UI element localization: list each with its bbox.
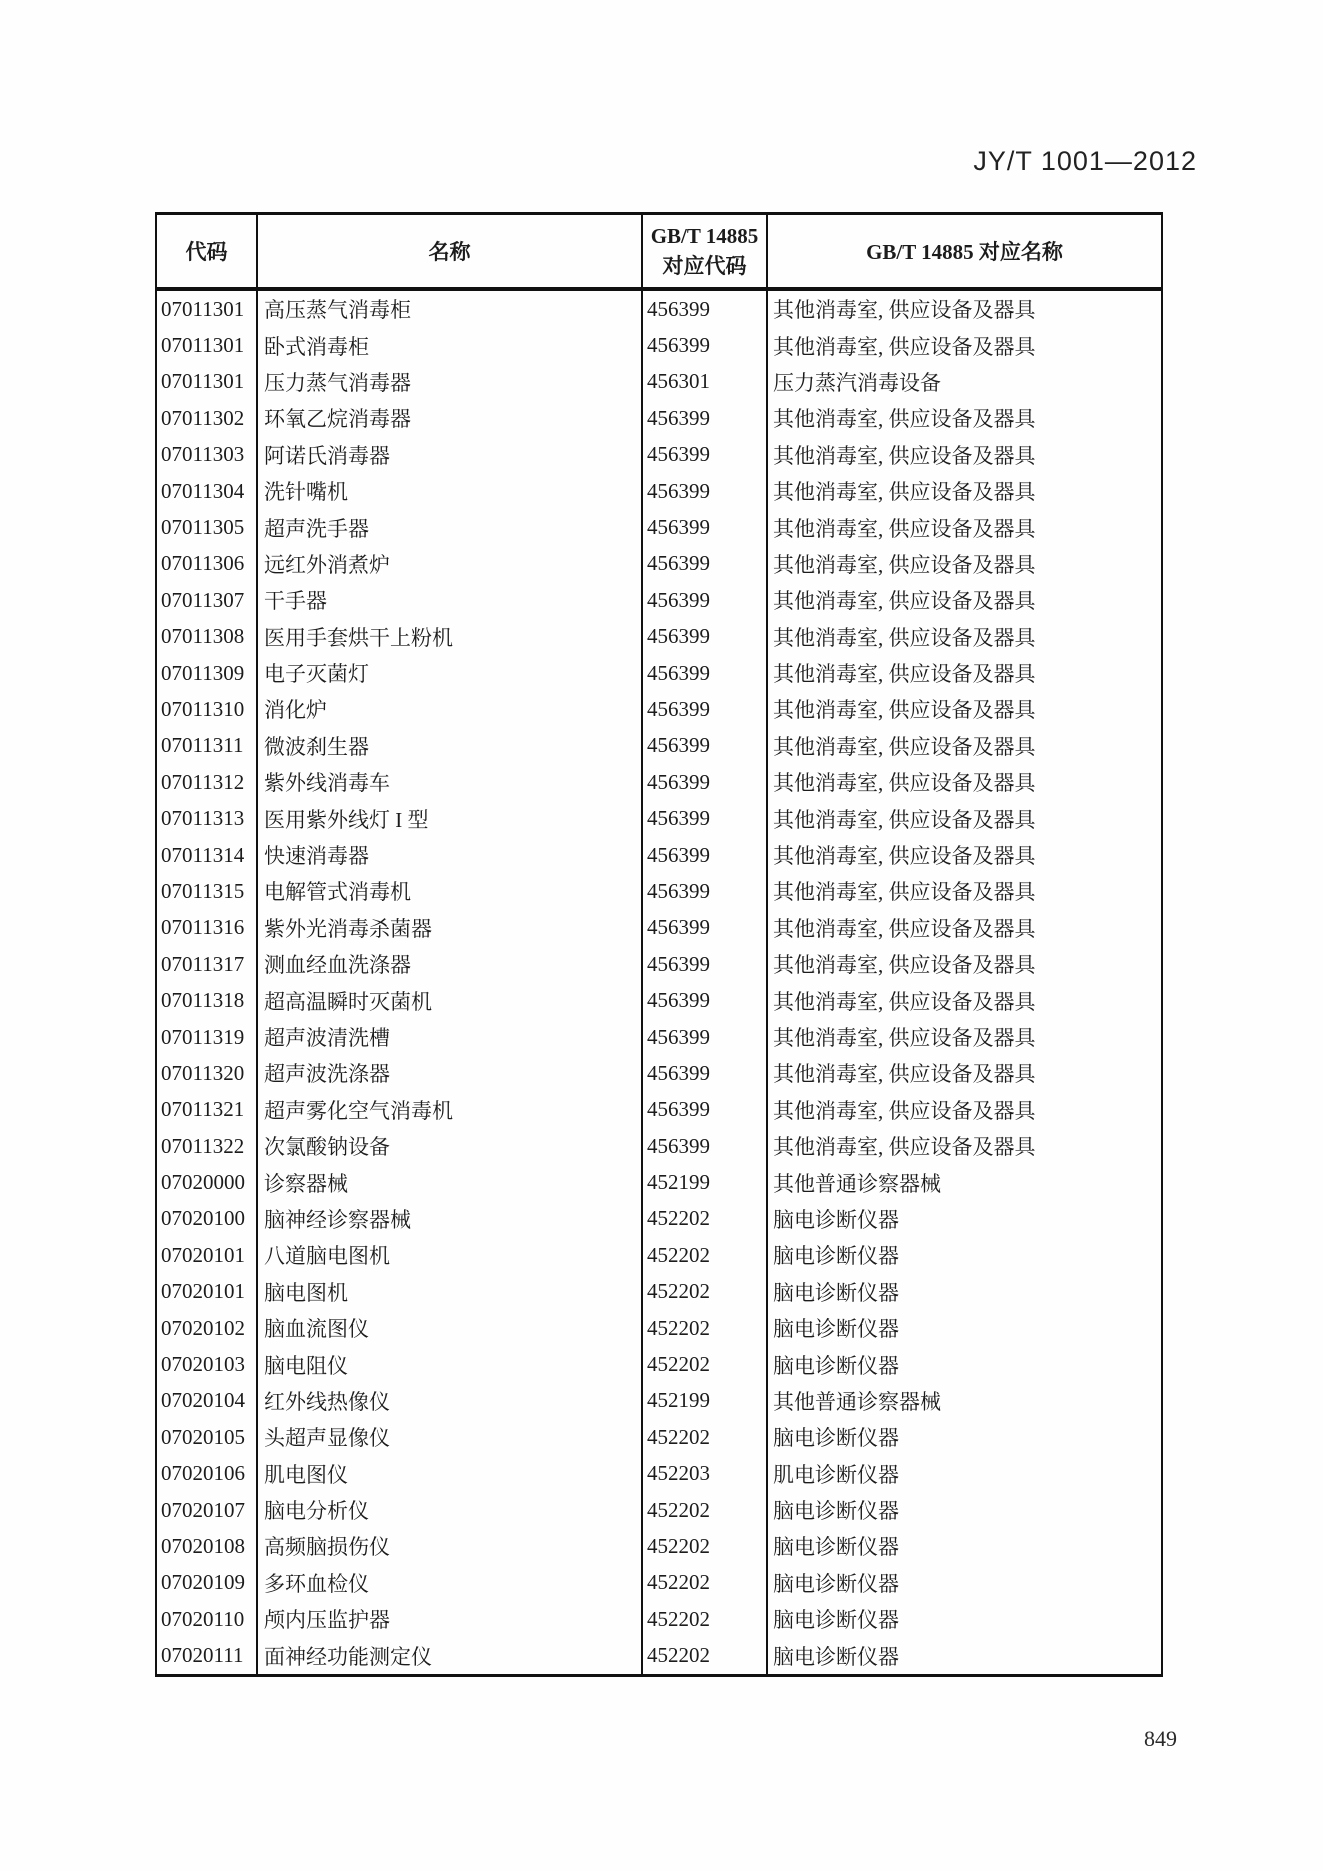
cell-name: 肌电图仪	[258, 1456, 643, 1492]
cell-gbt-code: 452202	[643, 1310, 768, 1346]
cell-code: 07020100	[157, 1201, 258, 1237]
cell-code: 07011301	[157, 291, 258, 327]
cell-code: 07020104	[157, 1383, 258, 1419]
table-row	[157, 1492, 1161, 1528]
cell-name: 超声雾化空气消毒机	[258, 1092, 643, 1128]
cell-gbt-code: 456399	[643, 509, 768, 545]
cell-name: 卧式消毒柜	[258, 327, 643, 363]
table-row	[157, 619, 1161, 655]
cell-name: 超声洗手器	[258, 509, 643, 545]
cell-code: 07020105	[157, 1419, 258, 1455]
cell-gbt-name: 脑电诊断仪器	[773, 1317, 899, 1342]
table-row	[157, 437, 1161, 473]
cell-gbt-name: 脑电诊断仪器	[773, 1644, 899, 1669]
cell-gbt-code: 452202	[643, 1419, 768, 1455]
cell-gbt-code: 452202	[643, 1565, 768, 1601]
cell-gbt-name: 其他消毒室, 供应设备及器具	[773, 552, 1036, 577]
cell-gbt-name: 脑电诊断仪器	[773, 1426, 899, 1451]
column-header-gbt-code-line2: 对应代码	[662, 254, 747, 278]
cell-gbt-name: 其他消毒室, 供应设备及器具	[773, 334, 1036, 359]
cell-gbt-name: 其他消毒室, 供应设备及器具	[773, 807, 1036, 832]
cell-gbt-name: 其他消毒室, 供应设备及器具	[773, 589, 1036, 614]
cell-code: 07011306	[157, 546, 258, 582]
cell-code: 07020107	[157, 1492, 258, 1528]
cell-code: 07020101	[157, 1237, 258, 1273]
cell-gbt-name: 脑电诊断仪器	[773, 1280, 899, 1305]
page-number: 849	[1144, 1726, 1177, 1751]
cell-gbt-code: 452202	[643, 1346, 768, 1382]
cell-gbt-name: 脑电诊断仪器	[773, 1207, 899, 1232]
cell-code: 07011308	[157, 619, 258, 655]
table-row	[157, 1419, 1161, 1455]
cell-name: 电子灭菌灯	[258, 655, 643, 691]
cell-code: 07020108	[157, 1528, 258, 1564]
cell-code: 07011301	[157, 364, 258, 400]
cell-gbt-code: 456399	[643, 291, 768, 327]
cell-code: 07011321	[157, 1092, 258, 1128]
cell-gbt-name: 其他消毒室, 供应设备及器具	[773, 625, 1036, 650]
column-header-gbt-code	[643, 215, 768, 287]
cell-code: 07011319	[157, 1019, 258, 1055]
cell-name: 远红外消煮炉	[258, 546, 643, 582]
code-mapping-table	[155, 212, 1163, 1677]
cell-name: 医用手套烘干上粉机	[258, 619, 643, 655]
cell-code: 07020000	[157, 1164, 258, 1200]
cell-name: 脑电图机	[258, 1274, 643, 1310]
cell-gbt-name: 脑电诊断仪器	[773, 1608, 899, 1633]
column-header-gbt-code-line1: GB/T 14885	[650, 224, 759, 248]
cell-gbt-name: 其他普通诊察器械	[773, 1389, 941, 1414]
table-row	[157, 1201, 1161, 1237]
cell-name: 面神经功能测定仪	[258, 1637, 643, 1673]
cell-gbt-name: 其他消毒室, 供应设备及器具	[773, 771, 1036, 796]
cell-gbt-name: 其他消毒室, 供应设备及器具	[773, 298, 1036, 323]
column-header-name: 名称	[258, 215, 643, 287]
cell-name: 电解管式消毒机	[258, 873, 643, 909]
cell-gbt-name: 其他消毒室, 供应设备及器具	[773, 953, 1036, 978]
table-row	[157, 691, 1161, 727]
table-row	[157, 509, 1161, 545]
table-row	[157, 1456, 1161, 1492]
cell-code: 07020106	[157, 1456, 258, 1492]
cell-name: 超声波清洗槽	[258, 1019, 643, 1055]
cell-name: 紫外线消毒车	[258, 764, 643, 800]
cell-name: 高压蒸气消毒柜	[258, 291, 643, 327]
table-body	[157, 291, 1161, 1674]
cell-gbt-code: 456399	[643, 837, 768, 873]
cell-name: 超高温瞬时灭菌机	[258, 982, 643, 1018]
cell-gbt-name: 脑电诊断仪器	[773, 1244, 899, 1269]
cell-name: 医用紫外线灯 I 型	[258, 800, 643, 836]
cell-gbt-name: 其他消毒室, 供应设备及器具	[773, 443, 1036, 468]
cell-code: 07011311	[157, 728, 258, 764]
cell-gbt-name: 其他消毒室, 供应设备及器具	[773, 1026, 1036, 1050]
table-row	[157, 1346, 1161, 1382]
cell-gbt-code: 456399	[643, 1055, 768, 1091]
cell-gbt-code: 456399	[643, 873, 768, 909]
cell-name: 紫外光消毒杀菌器	[258, 910, 643, 946]
cell-code: 07011312	[157, 764, 258, 800]
cell-code: 07011322	[157, 1128, 258, 1164]
cell-name: 脑神经诊察器械	[258, 1201, 643, 1237]
cell-gbt-code: 456399	[643, 619, 768, 655]
cell-code: 07011320	[157, 1055, 258, 1091]
cell-gbt-name: 脑电诊断仪器	[773, 1353, 899, 1378]
cell-gbt-code: 452203	[643, 1456, 768, 1492]
cell-name: 高频脑损伤仪	[258, 1528, 643, 1564]
table-row	[157, 837, 1161, 873]
cell-gbt-name: 其他消毒室, 供应设备及器具	[773, 916, 1036, 941]
cell-code: 07011305	[157, 509, 258, 545]
cell-gbt-code: 456399	[643, 691, 768, 727]
cell-gbt-code: 456399	[643, 473, 768, 509]
cell-name: 八道脑电图机	[258, 1237, 643, 1273]
table-row	[157, 1383, 1161, 1419]
cell-gbt-code: 456399	[643, 546, 768, 582]
column-header-gbt-name: GB/T 14885 对应名称	[866, 240, 1063, 264]
table-row	[157, 946, 1161, 982]
cell-code: 07011314	[157, 837, 258, 873]
cell-name: 脑血流图仪	[258, 1310, 643, 1346]
cell-gbt-name: 脑电诊断仪器	[773, 1535, 899, 1560]
table-row	[157, 291, 1161, 327]
cell-name: 诊察器械	[258, 1164, 643, 1200]
cell-name: 超声波洗涤器	[258, 1055, 643, 1091]
cell-code: 07011301	[157, 327, 258, 363]
cell-code: 07011313	[157, 800, 258, 836]
cell-gbt-name: 其他消毒室, 供应设备及器具	[773, 989, 1036, 1014]
cell-name: 脑电阻仪	[258, 1346, 643, 1382]
cell-gbt-code: 456399	[643, 437, 768, 473]
cell-name: 干手器	[258, 582, 643, 618]
table-row	[157, 1092, 1161, 1128]
cell-gbt-name: 其他消毒室, 供应设备及器具	[773, 880, 1036, 905]
cell-code: 07020111	[157, 1637, 258, 1673]
cell-gbt-code: 452199	[643, 1164, 768, 1200]
table-row	[157, 1128, 1161, 1164]
table-row	[157, 582, 1161, 618]
table-row	[157, 1601, 1161, 1637]
cell-gbt-name: 其他消毒室, 供应设备及器具	[773, 662, 1036, 687]
cell-gbt-code: 456399	[643, 764, 768, 800]
table-row	[157, 728, 1161, 764]
cell-name: 微波刹生器	[258, 728, 643, 764]
table-row	[157, 546, 1161, 582]
cell-gbt-name: 其他消毒室, 供应设备及器具	[773, 1098, 1036, 1123]
cell-gbt-code: 456399	[643, 910, 768, 946]
standard-number-heading: JY/T 1001—2012	[973, 146, 1197, 176]
cell-gbt-code: 452202	[643, 1274, 768, 1310]
cell-gbt-code: 456399	[643, 1128, 768, 1164]
cell-name: 红外线热像仪	[258, 1383, 643, 1419]
cell-code: 07020102	[157, 1310, 258, 1346]
table-row	[157, 1528, 1161, 1564]
cell-code: 07011317	[157, 946, 258, 982]
cell-gbt-code: 456399	[643, 400, 768, 436]
table-header-row	[157, 215, 1161, 291]
cell-gbt-code: 456399	[643, 582, 768, 618]
cell-gbt-code: 452202	[643, 1637, 768, 1673]
table-row	[157, 1019, 1161, 1055]
table-row	[157, 1164, 1161, 1200]
cell-gbt-code: 456399	[643, 982, 768, 1018]
cell-code: 07011307	[157, 582, 258, 618]
table-row	[157, 1055, 1161, 1091]
cell-gbt-code: 452202	[643, 1492, 768, 1528]
cell-gbt-name: 其他普通诊察器械	[773, 1171, 941, 1196]
cell-gbt-name: 其他消毒室, 供应设备及器具	[773, 844, 1036, 869]
cell-name: 阿诺氏消毒器	[258, 437, 643, 473]
cell-code: 07011302	[157, 400, 258, 436]
cell-code: 07020110	[157, 1601, 258, 1637]
cell-code: 07011318	[157, 982, 258, 1018]
cell-code: 07011315	[157, 873, 258, 909]
cell-gbt-code: 452202	[643, 1601, 768, 1637]
column-header-code: 代码	[157, 215, 258, 287]
cell-gbt-name: 其他消毒室, 供应设备及器具	[773, 698, 1036, 723]
cell-gbt-name: 脑电诊断仪器	[773, 1499, 899, 1524]
table-row	[157, 910, 1161, 946]
cell-gbt-code: 452202	[643, 1528, 768, 1564]
cell-gbt-code: 456399	[643, 655, 768, 691]
table-row	[157, 1274, 1161, 1310]
table-row	[157, 1310, 1161, 1346]
cell-gbt-code: 452202	[643, 1201, 768, 1237]
cell-name: 洗针嘴机	[258, 473, 643, 509]
table-row	[157, 1637, 1161, 1673]
table-row	[157, 1565, 1161, 1601]
cell-gbt-code: 456399	[643, 946, 768, 982]
cell-code: 07011303	[157, 437, 258, 473]
cell-name: 脑电分析仪	[258, 1492, 643, 1528]
table-row	[157, 982, 1161, 1018]
cell-gbt-code: 452199	[643, 1383, 768, 1419]
cell-code: 07011304	[157, 473, 258, 509]
cell-name: 快速消毒器	[258, 837, 643, 873]
cell-name: 消化炉	[258, 691, 643, 727]
table-row	[157, 655, 1161, 691]
table-row	[157, 364, 1161, 400]
cell-gbt-code: 456399	[643, 1092, 768, 1128]
table-row	[157, 1237, 1161, 1273]
cell-code: 07020101	[157, 1274, 258, 1310]
cell-gbt-name: 其他消毒室, 供应设备及器具	[773, 480, 1036, 505]
cell-name: 压力蒸气消毒器	[258, 364, 643, 400]
cell-gbt-name: 肌电诊断仪器	[773, 1462, 899, 1487]
cell-gbt-code: 456399	[643, 728, 768, 764]
cell-gbt-code: 456399	[643, 327, 768, 363]
table-row	[157, 327, 1161, 363]
cell-gbt-name: 其他消毒室, 供应设备及器具	[773, 407, 1036, 432]
cell-name: 环氧乙烷消毒器	[258, 400, 643, 436]
cell-gbt-code: 452202	[643, 1237, 768, 1273]
cell-gbt-code: 456399	[643, 800, 768, 836]
cell-name: 头超声显像仪	[258, 1419, 643, 1455]
cell-gbt-name: 其他消毒室, 供应设备及器具	[773, 1135, 1036, 1160]
cell-code: 07011310	[157, 691, 258, 727]
table-row	[157, 764, 1161, 800]
cell-name: 多环血检仪	[258, 1565, 643, 1601]
cell-name: 次氯酸钠设备	[258, 1128, 643, 1164]
table-row	[157, 400, 1161, 436]
cell-gbt-code: 456301	[643, 364, 768, 400]
cell-gbt-name: 其他消毒室, 供应设备及器具	[773, 1062, 1036, 1087]
cell-code: 07011309	[157, 655, 258, 691]
table-row	[157, 800, 1161, 836]
cell-name: 测血经血洗涤器	[258, 946, 643, 982]
cell-code: 07020103	[157, 1346, 258, 1382]
cell-gbt-name: 其他消毒室, 供应设备及器具	[773, 734, 1036, 759]
cell-code: 07020109	[157, 1565, 258, 1601]
cell-gbt-name: 脑电诊断仪器	[773, 1571, 899, 1596]
table-row	[157, 473, 1161, 509]
table-row	[157, 873, 1161, 909]
cell-name: 颅内压监护器	[258, 1601, 643, 1637]
cell-code: 07011316	[157, 910, 258, 946]
cell-gbt-name: 其他消毒室, 供应设备及器具	[773, 516, 1036, 541]
cell-gbt-name: 压力蒸汽消毒设备	[773, 370, 941, 395]
cell-gbt-code: 456399	[643, 1019, 768, 1055]
